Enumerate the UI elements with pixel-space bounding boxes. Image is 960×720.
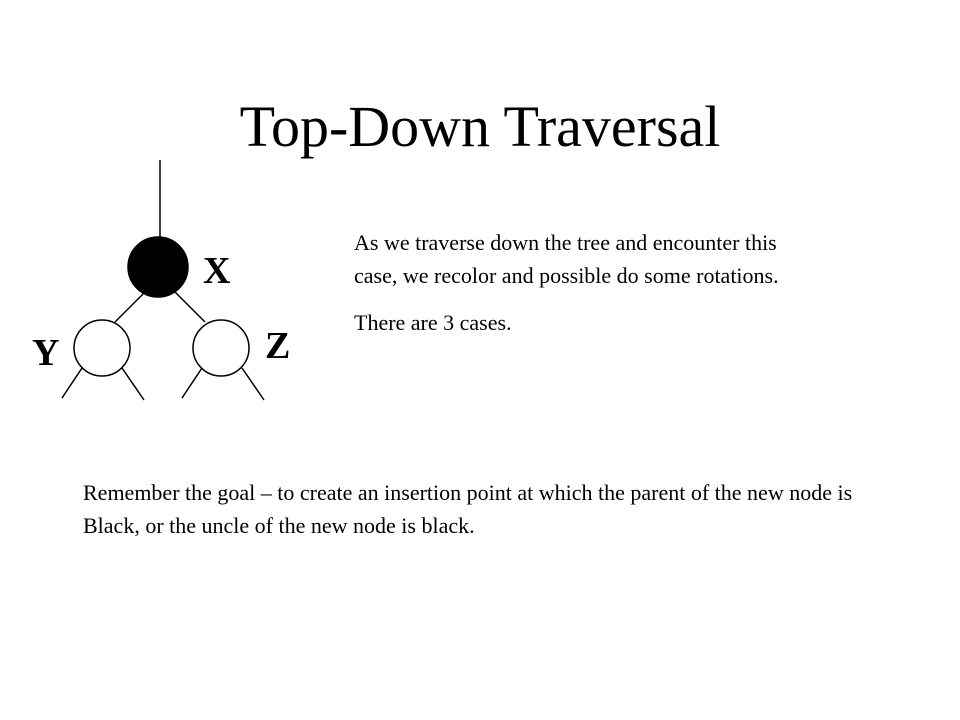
- edge-y-left-child: [62, 368, 82, 398]
- node-x-black: [128, 237, 188, 297]
- slide-title: Top-Down Traversal: [239, 94, 721, 159]
- node-y-white: [74, 320, 130, 376]
- description-block: [354, 226, 824, 339]
- edge-x-to-z: [175, 292, 205, 322]
- node-y-label: Y: [32, 332, 60, 374]
- node-z-white: [193, 320, 249, 376]
- node-x-label: X: [203, 250, 231, 292]
- edge-z-right-child: [242, 368, 264, 400]
- description-paragraph-1: As we traverse down the tree and encounter this case, we recolor and possible do some rotations.: [354, 230, 779, 288]
- edge-y-right-child: [122, 368, 144, 400]
- remember-note: Remember the goal – to create an insertion point at which the parent of the new node is Black, or the uncle of the new node is black.: [83, 480, 853, 538]
- edge-x-to-y: [115, 292, 145, 322]
- edge-z-left-child: [182, 368, 202, 398]
- node-z-label: Z: [265, 325, 291, 367]
- description-paragraph-2: There are 3 cases.: [354, 310, 512, 335]
